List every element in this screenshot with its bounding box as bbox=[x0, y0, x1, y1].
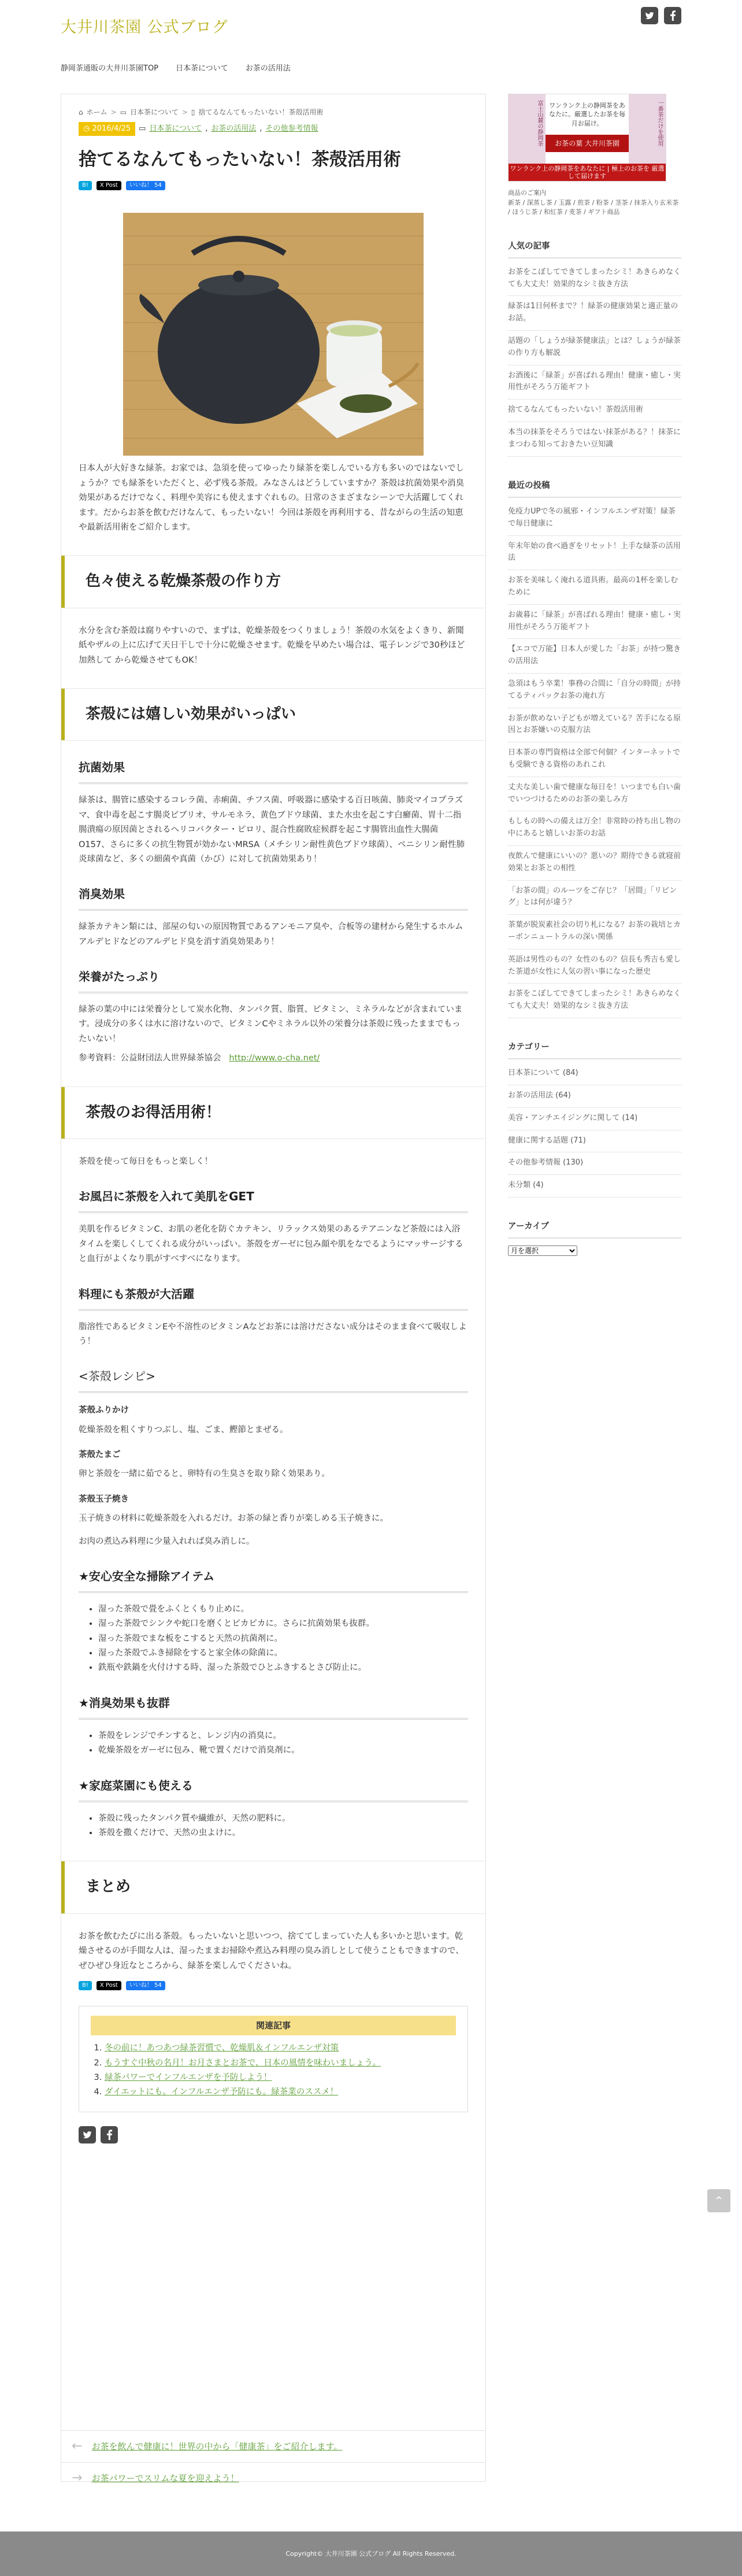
section-text: 水分を含む茶殻は腐りやすいので、まずは、乾燥茶殻をつくりましょう！茶殻の水気をよくきり、新聞紙やザルの上に広げて天日干しで十分に乾燥させます。乾燥を早めたい場合は、電子レンジで30秒ほど加熱して から乾燥させてもOK！ bbox=[79, 626, 465, 665]
section-heading: 茶殻のお得活用術！ bbox=[61, 1087, 485, 1139]
twitter-icon[interactable] bbox=[641, 7, 658, 24]
recent-item[interactable]: 急須はもう卒業！事務の合間に「自分の時間」が持てるティパックお茶の淹れ方 bbox=[508, 674, 681, 708]
subsection-heading: 消臭効果 bbox=[79, 884, 468, 911]
recipe-title: 茶殻たまご bbox=[79, 1450, 121, 1460]
list-item: • 茶殻を撒くだけで、天然の虫よけに。 bbox=[98, 1826, 468, 1840]
related-title: 関連記事 bbox=[91, 2016, 456, 2035]
breadcrumb bbox=[79, 106, 468, 119]
archive-widget bbox=[508, 1219, 681, 1258]
header-social bbox=[641, 7, 681, 24]
recent-item[interactable]: 免疫力UPで冬の風邪・インフルエンザ対策！緑茶で毎日健康に bbox=[508, 501, 681, 536]
category-item[interactable]: 美容・アンチエイジングに関して (14) bbox=[508, 1108, 681, 1130]
category-item[interactable]: 日本茶について (84) bbox=[508, 1063, 681, 1085]
popular-item[interactable]: お酒後に「緑茶」が喜ばれる理由！健康・癒し・実用性がそろう万能ギフト bbox=[508, 365, 681, 400]
share-buttons-top bbox=[79, 180, 468, 191]
category-item[interactable]: その他参考情報 (130) bbox=[508, 1152, 681, 1175]
section-heading: まとめ bbox=[61, 1861, 485, 1913]
recent-item[interactable]: お歳暮に「緑茶」が喜ばれる理由！健康・癒し・実用性がそろう万能ギフト bbox=[508, 605, 681, 640]
banner-left-text: 富士山麓の静岡茶 bbox=[536, 100, 543, 146]
site-footer bbox=[0, 2531, 742, 2576]
recent-item[interactable]: もしもの時への備えは万全！非常時の持ち出し物の中にあると嬉しいお茶のお話 bbox=[508, 811, 681, 846]
reference-label: 参考資料：公益財団法人世界緑茶協会 bbox=[79, 1054, 221, 1063]
recent-item[interactable]: 年末年始の食べ過ぎをリセット！上手な緑茶の活用法 bbox=[508, 536, 681, 571]
section-text: 美肌を作るビタミンC、お肌の老化を防ぐカテキン、リラックス効果のあるテアニンなど茶殻には入浴タイムを楽しくしてくれる成分がいっぱい。茶殻をガーゼに包み顔や肌をなでるようにマッサージすると血行がよくなり肌がすべすべになります。 bbox=[79, 1225, 463, 1264]
banner-text: ワンランク上の静岡茶をあなたに。厳選したお茶を毎月お届け。 bbox=[549, 102, 625, 127]
facebook-icon[interactable] bbox=[664, 7, 681, 24]
home-icon: ⌂ bbox=[79, 108, 83, 116]
subsection-heading: 抗菌効果 bbox=[79, 757, 468, 784]
sidebar bbox=[508, 94, 681, 2482]
reference-link[interactable]: http://www.o-cha.net/ bbox=[229, 1054, 320, 1063]
related-item bbox=[105, 2041, 456, 2056]
reference bbox=[79, 1051, 468, 1066]
recent-item[interactable]: 【エコで万能】日本人が愛した「お茶」が持つ驚きの活用法 bbox=[508, 639, 681, 674]
nav-item-tea-usage[interactable]: お茶の活用法 bbox=[245, 64, 291, 73]
x-post-button[interactable]: X Post bbox=[97, 1981, 121, 1990]
section-text: 緑茶は、腸管に感染するコレラ菌、赤痢菌、チフス菌、呼吸器に感染する百日咳菌、肺炎マイコプラズマ、食中毒を起こす腸炎ビブリオ、サルモネラ、黄色ブドウ球菌、また水虫を起こす白癬菌、胃十二指腸潰瘍の原因菌とされるヘリコバクター・ピロリ、混合性腐敗症候群を起こす腸管出血性大腸菌O157、さらに多くの抗生物質が効かないMRSA（メチシリン耐性黄色ブドウ球菌）、ペニシリン耐性肺炎球菌など、多くの細菌や真菌（かび）に対して抗菌効果あり！ bbox=[79, 796, 465, 864]
next-post[interactable] bbox=[61, 2462, 485, 2494]
list-item: • 湿った茶殻でシンクや蛇口を磨くとピカピカに。さらに抗菌効果も抜群。 bbox=[98, 1617, 468, 1631]
prev-post-link[interactable]: お茶を飲んで健康に！世界の中から「健康茶」をご紹介します。 bbox=[91, 2441, 343, 2452]
subsection-heading: <茶殻レシピ> bbox=[79, 1366, 468, 1393]
related-link[interactable]: 緑茶パワーでインフルエンザを予防しよう！ bbox=[105, 2072, 272, 2082]
breadcrumb-category[interactable]: 日本茶について bbox=[130, 108, 179, 116]
popular-item[interactable]: 本当の抹茶をそろうではない抹茶がある？！抹茶にまつわる知っておきたい豆知識 bbox=[508, 422, 681, 457]
teapot-image bbox=[123, 213, 424, 456]
recent-item[interactable]: 「お茶の間」のルーツをご存じ？「居間」「リビング」とは何が違う？ bbox=[508, 881, 681, 915]
subsection-heading: ★消臭効果も抜群 bbox=[79, 1693, 468, 1720]
x-post-button[interactable]: X Post bbox=[97, 181, 121, 190]
recent-item[interactable]: 英語は男性のもの？女性のもの？信長も秀吉も愛した茶道が女性に人気の習い事になった歴史 bbox=[508, 949, 681, 984]
related-link[interactable]: ダイエットにも。インフルエンザ予防にも。緑茶業のススメ！ bbox=[105, 2087, 339, 2097]
popular-item[interactable]: 捨てるなんてもったいない！茶殻活用術 bbox=[508, 400, 681, 422]
list-item: • 鉄瓶や鉄鍋を火付けする時、湿った茶殻でひとふきするとさび防止に。 bbox=[98, 1661, 468, 1675]
facebook-like-button[interactable]: いいね！ 54 bbox=[126, 181, 165, 190]
arrow-left-icon: ← bbox=[72, 2438, 83, 2453]
category-widget bbox=[508, 1040, 681, 1198]
post-date: ◷ 2016/4/25 bbox=[79, 122, 135, 136]
popular-item[interactable]: 緑茶は1日何杯まで？！緑茶の健康効果と適正量のお話。 bbox=[508, 296, 681, 331]
recipe-title: 茶殻玉子焼き bbox=[79, 1494, 129, 1504]
related-link[interactable]: もうすぐ中秋の名月！お月さまとお茶で、日本の風情を味わいましょう。 bbox=[105, 2058, 381, 2068]
recent-item[interactable]: お茶が飲めない子どもが増えている？苦手になる原因とお茶嫌いの克服方法 bbox=[508, 708, 681, 743]
recent-posts-widget bbox=[508, 479, 681, 1018]
subsection-heading: お風呂に茶殻を入れて美肌をGET bbox=[79, 1187, 468, 1213]
post-pager bbox=[61, 2430, 485, 2494]
chevron-up-icon[interactable]: ⌃ bbox=[707, 2189, 730, 2212]
post-title: 捨てるなんてもったいない！茶殻活用術 bbox=[79, 149, 401, 170]
calendar-icon: ◷ bbox=[83, 124, 92, 133]
copyright: Copyright© 大井川茶園 公式ブログ All Rights Reserved. bbox=[285, 2550, 457, 2557]
breadcrumb-current: 捨てるなんてもったいない！茶殻活用術 bbox=[198, 108, 324, 116]
breadcrumb-separator: > bbox=[181, 108, 188, 116]
prev-post[interactable] bbox=[61, 2430, 485, 2462]
related-item bbox=[105, 2071, 456, 2085]
popular-item[interactable]: お茶をこぼしてできてしまったシミ！あきらめなくても大丈夫！効果的なシミ抜き方法 bbox=[508, 262, 681, 297]
related-posts bbox=[79, 2006, 468, 2112]
list-item: • 茶殻に残ったタンパク質や繊維が、天然の肥料に。 bbox=[98, 1812, 468, 1826]
post-meta: ◷ 2016/4/25 ▭ 日本茶について , お茶の活用法 , その他参考情報 bbox=[79, 122, 468, 136]
hatena-button[interactable]: B! bbox=[79, 1981, 92, 1990]
site-title[interactable]: 大井川茶園 公式ブログ bbox=[61, 19, 228, 36]
breadcrumb-separator: > bbox=[110, 108, 117, 116]
garden-list bbox=[86, 1812, 468, 1841]
hatena-button[interactable]: B! bbox=[79, 181, 92, 190]
banner-shop-name: お茶の葉 大井川茶園 bbox=[546, 135, 629, 152]
subsection-heading: 栄養がたっぷり bbox=[79, 967, 468, 993]
section-heading: 色々使える乾燥茶殻の作り方 bbox=[61, 556, 485, 608]
recipe-note: お肉の煮込み料理に少量入れれば臭み消しに。 bbox=[79, 1536, 255, 1546]
recipe-text: 玉子焼きの材料に乾燥茶殻を入れるだけ。お茶の緑と香りが楽しめる玉子焼きに。 bbox=[79, 1514, 388, 1524]
category-item[interactable]: お茶の活用法 (64) bbox=[508, 1085, 681, 1108]
twitter-icon[interactable] bbox=[79, 2126, 96, 2143]
subsection-heading: 料理にも茶殻が大活躍 bbox=[79, 1284, 468, 1311]
recipe-text: 乾燥茶殻を粗くすりつぶし、塩、ごま、鰹節とまぜる。 bbox=[79, 1425, 288, 1435]
related-link[interactable]: 冬の前に！あつあつ緑茶習慣で、乾燥肌＆インフルエンザ対策 bbox=[105, 2043, 339, 2053]
section-text: 脂溶性であるビタミンEや不溶性のビタミンAなどお茶には溶けださない成分はそのまま食べて吸収しよう！ bbox=[79, 1322, 467, 1346]
list-item: • 湿った茶殻で畳をふくとくもり止めに。 bbox=[98, 1602, 468, 1617]
facebook-icon[interactable] bbox=[101, 2126, 118, 2143]
subsection-heading: ★安心安全な掃除アイテム bbox=[79, 1566, 468, 1593]
popular-posts-widget bbox=[508, 239, 681, 457]
recipe-text: 卵と茶殻を一緒に茹でると、卵特有の生臭さを取り除く効果あり。 bbox=[79, 1469, 330, 1479]
nav-item-japanese-tea[interactable]: 日本茶について bbox=[176, 64, 228, 73]
list-item: • 茶殻をレンジでチンすると、レンジ内の消臭に。 bbox=[98, 1729, 468, 1743]
section-text: 緑茶カテキン類には、部屋の匂いの原因物質であるアンモニア臭や、合板等の建材から発生するホルムアルデヒドなどのアルデヒド臭を消す消臭効果あり！ bbox=[79, 922, 463, 947]
breadcrumb-home[interactable]: ホーム bbox=[86, 108, 107, 116]
recent-item[interactable]: 丈夫な美しい歯で健康な毎日を！いつまでも白い歯でいつづけるためのお茶の楽しみ方 bbox=[508, 777, 681, 812]
shop-banner[interactable] bbox=[508, 94, 666, 182]
global-nav bbox=[61, 49, 681, 89]
widget-title: カテゴリー bbox=[508, 1040, 681, 1059]
next-post-link[interactable]: お茶パワーでスリムな夏を迎えよう！ bbox=[91, 2472, 239, 2483]
section-text: お茶を飲むたびに出る茶殻。もったいないと思いつつ、捨ててしまっていた人も多いかと思います。乾燥させるのが手間な人は、湿ったままお掃除や煮込み料理の臭み消しとして使うこともできますので、ぜひぜひ身近なところから、緑茶を楽しんでくださいね。 bbox=[79, 1931, 464, 1971]
main-content bbox=[61, 94, 486, 2485]
archive-select[interactable] bbox=[508, 1246, 577, 1256]
widget-title: 人気の記事 bbox=[508, 239, 681, 258]
folder-icon: ▭ bbox=[139, 124, 146, 133]
category-link[interactable]: その他参考情報 bbox=[265, 124, 318, 133]
category-item[interactable]: 健康に関する話題 (71) bbox=[508, 1130, 681, 1153]
post-social bbox=[79, 2126, 468, 2143]
file-icon: ▯ bbox=[191, 108, 195, 116]
recent-item[interactable]: 夜飲んで健康にいいの？悪いの？期待できる就寝前効果とお茶との相性 bbox=[508, 846, 681, 881]
list-item: • 乾燥茶殻をガーゼに包み、靴で置くだけで消臭剤に。 bbox=[98, 1743, 468, 1758]
banner-footer-text: ワンランク上の静岡茶をあなたに | 極上のお茶を 厳選して届けます bbox=[509, 164, 666, 181]
cleaning-list bbox=[86, 1602, 468, 1676]
widget-title: アーカイブ bbox=[508, 1219, 681, 1239]
category-link[interactable]: お茶の活用法 bbox=[211, 124, 257, 133]
recent-item[interactable]: お茶をこぼしてできてしまったシミ！あきらめなくても大丈夫！効果的なシミ抜き方法 bbox=[508, 984, 681, 1018]
recipe-title: 茶殻ふりかけ bbox=[79, 1406, 129, 1415]
popular-item[interactable]: 話題の「しょうが緑茶健康法」とは？しょうが緑茶の作り方も解説 bbox=[508, 331, 681, 365]
banner-right-text: 一番茶だけを使用 bbox=[656, 100, 663, 146]
section-heading: 茶殻には嬉しい効果がいっぱい bbox=[61, 689, 485, 741]
recent-item[interactable]: お茶を美味しく淹れる道具術。最高の1杯を楽しむために bbox=[508, 570, 681, 605]
related-item bbox=[105, 2085, 456, 2100]
list-item: • 湿った茶殻でまな板をこすると天然の抗菌剤に。 bbox=[98, 1632, 468, 1646]
facebook-like-button[interactable]: いいね！ 54 bbox=[126, 1981, 165, 1990]
related-item bbox=[105, 2056, 456, 2071]
nav-item-top[interactable]: 静岡茶通販の大井川茶園TOP bbox=[61, 64, 159, 73]
share-buttons-bottom bbox=[79, 1980, 468, 1991]
recent-item[interactable]: 茶葉が脱炭素社会の切り札になる？お茶の栽培とカーボンニュートラルの深い関係 bbox=[508, 915, 681, 949]
category-item[interactable]: 未分類 (4) bbox=[508, 1175, 681, 1198]
list-item: • 湿った茶殻でふき掃除をすると家全体の除菌に。 bbox=[98, 1646, 468, 1661]
deodorize-list bbox=[86, 1729, 468, 1758]
banner-caption: 商品のご案内 新茶 / 深蒸し茶 / 玉露 / 煎茶 / 粉茶 / 茎茶 / 抹茶入り玄米茶 / ほうじ茶 / 和紅茶 / 麦茶 / ギフト商品 bbox=[508, 189, 679, 216]
site-header bbox=[61, 0, 681, 49]
widget-title: 最近の投稿 bbox=[508, 479, 681, 498]
intro-text: 日本人が大好きな緑茶。お家では、急須を使ってゆったり緑茶を楽しんでいる方も多いのではないでしょうか？でも緑茶をいただくと、必ず残る茶殻。みなさんはどうしていますか？茶殻は抗菌効果や消臭効果があるだけでなく、料理や美容にも使えますぐれもの。日常のさまざまなシーンで大活躍してくれます。だからお茶を飲むだけなんて、もったいない！今回は茶殻を再利用する、昔ながらの生活の知恵や最新活用術をご紹介します。 bbox=[79, 464, 464, 532]
section-text: 茶殻を使って毎日をもっと楽しく！ bbox=[79, 1157, 213, 1167]
subsection-heading: ★家庭菜園にも使える bbox=[79, 1776, 468, 1802]
arrow-right-icon: → bbox=[72, 2470, 83, 2485]
section-text: 緑茶の葉の中には栄養分として炭水化物、タンパク質、脂質、ビタミン、ミネラルなどが含まれています。浸成分の多くは水に溶けないので、ビタミンCやミネラル以外の栄養分は茶殻に残ったままでもったいない！ bbox=[79, 1005, 463, 1044]
folder-icon: ▭ bbox=[120, 108, 127, 116]
category-link[interactable]: 日本茶について bbox=[149, 124, 202, 133]
recent-item[interactable]: 日本茶の専門資格は全部で何個？インターネットでも受験できる資格のあれこれ bbox=[508, 742, 681, 777]
